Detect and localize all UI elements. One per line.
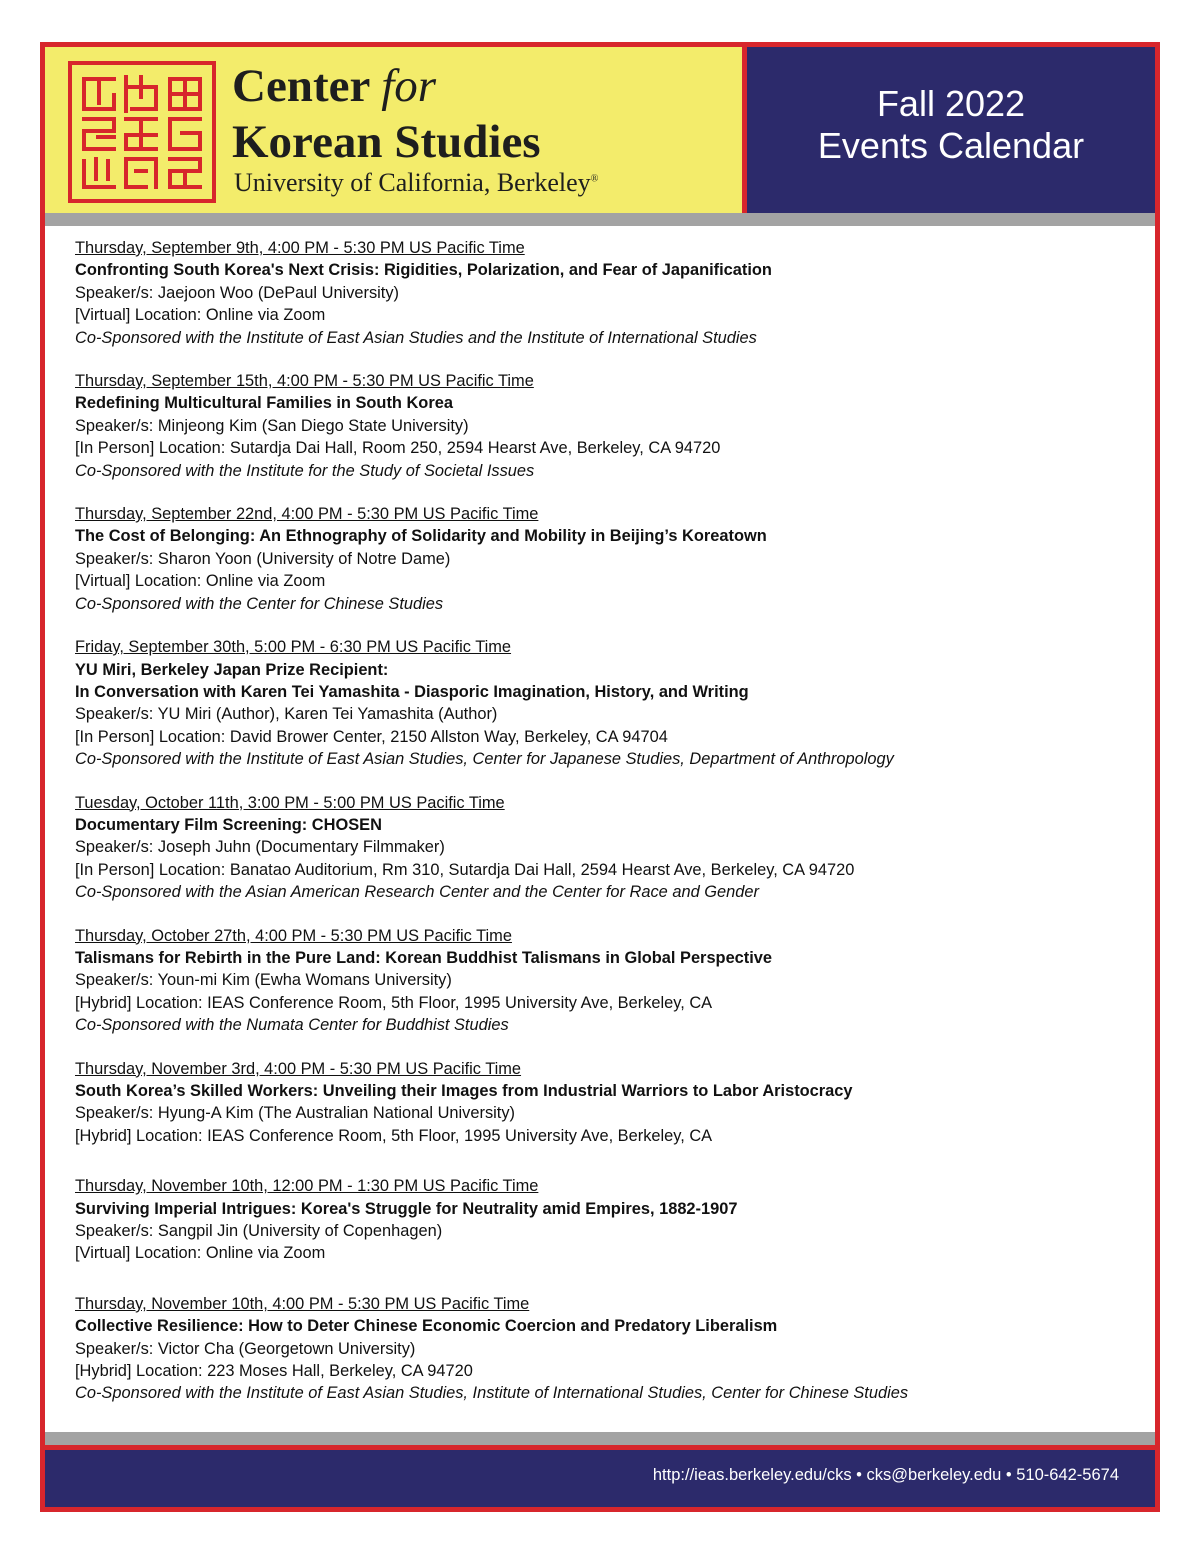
page-frame [40,42,1160,1512]
event-title: The Cost of Belonging: An Ethnography of Solidarity and Mobility in Beijing’s Koreatown [75,527,767,546]
event-speaker: Speaker/s: Joseph Juhn (Documentary Filmmaker) [75,838,445,857]
event-speaker: Speaker/s: Sangpil Jin (University of Copenhagen) [75,1222,443,1241]
event-item [75,237,1125,349]
event-item [75,1293,1125,1405]
event-item [75,503,1125,615]
event-date: Thursday, November 3rd, 4:00 PM - 5:30 PM US Pacific Time [75,1059,522,1078]
event-cosponsor: Co-Sponsored with the Institute of East Asian Studies and the Institute of International Studies [75,328,757,347]
footer-bar [45,1445,1155,1507]
event-title-line2: In Conversation with Karen Tei Yamashita - Diasporic Imagination, History, and Writing [75,682,749,701]
event-location: [In Person] Location: David Brower Center, 2150 Allston Way, Berkeley, CA 94704 [75,727,668,746]
event-title: YU Miri, Berkeley Japan Prize Recipient: [75,660,389,679]
event-date: Thursday, September 9th, 4:00 PM - 5:30 PM US Pacific Time [75,239,525,257]
seal-logo-icon [68,61,216,203]
header-calendar-panel [742,47,1155,213]
logo-university: University of California, Berkeley [234,168,591,197]
event-location: [Hybrid] Location: IEAS Conference Room, 5th Floor, 1995 University Ave, Berkeley, CA [75,1126,713,1145]
event-date: Thursday, November 10th, 4:00 PM - 5:30 PM US Pacific Time [75,1294,530,1313]
logo-title-line2: Korean Studies [232,116,541,168]
footer-contact: http://ieas.berkeley.edu/cks • cks@berkeley.edu • 510-642-5674 [652,1466,1119,1484]
event-item [75,636,1125,770]
event-cosponsor: Co-Sponsored with the Numata Center for Buddhist Studies [75,1016,509,1035]
event-location: [Hybrid] Location: IEAS Conference Room, 5th Floor, 1995 University Ave, Berkeley, CA [75,993,713,1012]
event-date: Thursday, October 27th, 4:00 PM - 5:30 PM US Pacific Time [75,926,512,945]
event-date: Tuesday, October 11th, 3:00 PM - 5:00 PM US Pacific Time [75,793,505,812]
event-speaker: Speaker/s: Victor Cha (Georgetown University) [75,1339,416,1358]
event-speaker: Speaker/s: Minjeong Kim (San Diego State University) [75,416,469,435]
event-title: Redefining Multicultural Families in South Korea [75,394,453,413]
event-speaker: Speaker/s: Sharon Yoon (University of Notre Dame) [75,549,451,568]
events-list [75,237,1125,1426]
event-item [75,1175,1125,1265]
event-location: [In Person] Location: Banatao Auditorium, Rm 310, Sutardja Dai Hall, 2594 Hearst Ave, Berkeley, CA 94720 [75,860,855,879]
event-date: Friday, September 30th, 5:00 PM - 6:30 PM US Pacific Time [75,638,512,657]
calendar-title-term: Fall 2022 [876,83,1026,124]
event-item [75,792,1125,904]
event-item [75,925,1125,1037]
event-cosponsor: Co-Sponsored with the Center for Chinese Studies [75,594,444,613]
event-location: [Virtual] Location: Online via Zoom [75,1244,326,1263]
bottom-divider-bar [45,1432,1155,1445]
logo-word-center: Center [232,60,370,112]
event-cosponsor: Co-Sponsored with the Institute of East Asian Studies, Center for Japanese Studies, Department of Anthropology [75,750,894,769]
logo-word-for: for [381,60,437,112]
logo-title-line1 [232,60,437,112]
calendar-title-label: Events Calendar [817,125,1085,166]
event-speaker: Speaker/s: Jaejoon Woo (DePaul University) [75,283,400,302]
event-cosponsor: Co-Sponsored with the Institute for the Study of Societal Issues [75,461,535,480]
event-speaker: Speaker/s: YU Miri (Author), Karen Tei Yamashita (Author) [75,705,498,724]
calendar-title [747,83,1155,167]
event-date: Thursday, September 15th, 4:00 PM - 5:30 PM US Pacific Time [75,372,534,391]
event-title: Surviving Imperial Intrigues: Korea's Struggle for Neutrality amid Empires, 1882-1907 [75,1199,738,1218]
event-title: Talismans for Rebirth in the Pure Land: Korean Buddhist Talismans in Global Perspective [75,948,773,967]
event-item [75,1058,1125,1148]
registered-mark: ® [590,173,599,185]
event-location: [Hybrid] Location: 223 Moses Hall, Berkeley, CA 94720 [75,1362,473,1381]
event-title: Confronting South Korea's Next Crisis: Rigidities, Polarization, and Fear of Japanification [75,261,772,280]
event-cosponsor: Co-Sponsored with the Institute of East Asian Studies, Institute of International Studies, Center for Chinese Studies [75,1384,909,1403]
event-item [75,370,1125,482]
event-date: Thursday, September 22nd, 4:00 PM - 5:30 PM US Pacific Time [75,505,539,524]
event-title: South Korea’s Skilled Workers: Unveiling their Images from Industrial Warriors to Labor Aristocracy [75,1082,853,1100]
event-date: Thursday, November 10th, 12:00 PM - 1:30 PM US Pacific Time [75,1177,539,1196]
header-logo-panel [45,47,742,213]
event-location: [Virtual] Location: Online via Zoom [75,572,326,591]
event-cosponsor: Co-Sponsored with the Asian American Research Center and the Center for Race and Gender [75,883,759,902]
event-title: Collective Resilience: How to Deter Chinese Economic Coercion and Predatory Liberalism [75,1317,778,1336]
event-title: Documentary Film Screening: CHOSEN [75,815,382,834]
logo-subtitle [234,170,598,196]
event-speaker: Speaker/s: Youn-mi Kim (Ewha Womans University) [75,971,452,990]
event-location: [In Person] Location: Sutardja Dai Hall, Room 250, 2594 Hearst Ave, Berkeley, CA 94720 [75,439,721,458]
event-location: [Virtual] Location: Online via Zoom [75,306,326,325]
event-speaker: Speaker/s: Hyung-A Kim (The Australian National University) [75,1104,515,1123]
top-divider-bar [45,213,1155,226]
